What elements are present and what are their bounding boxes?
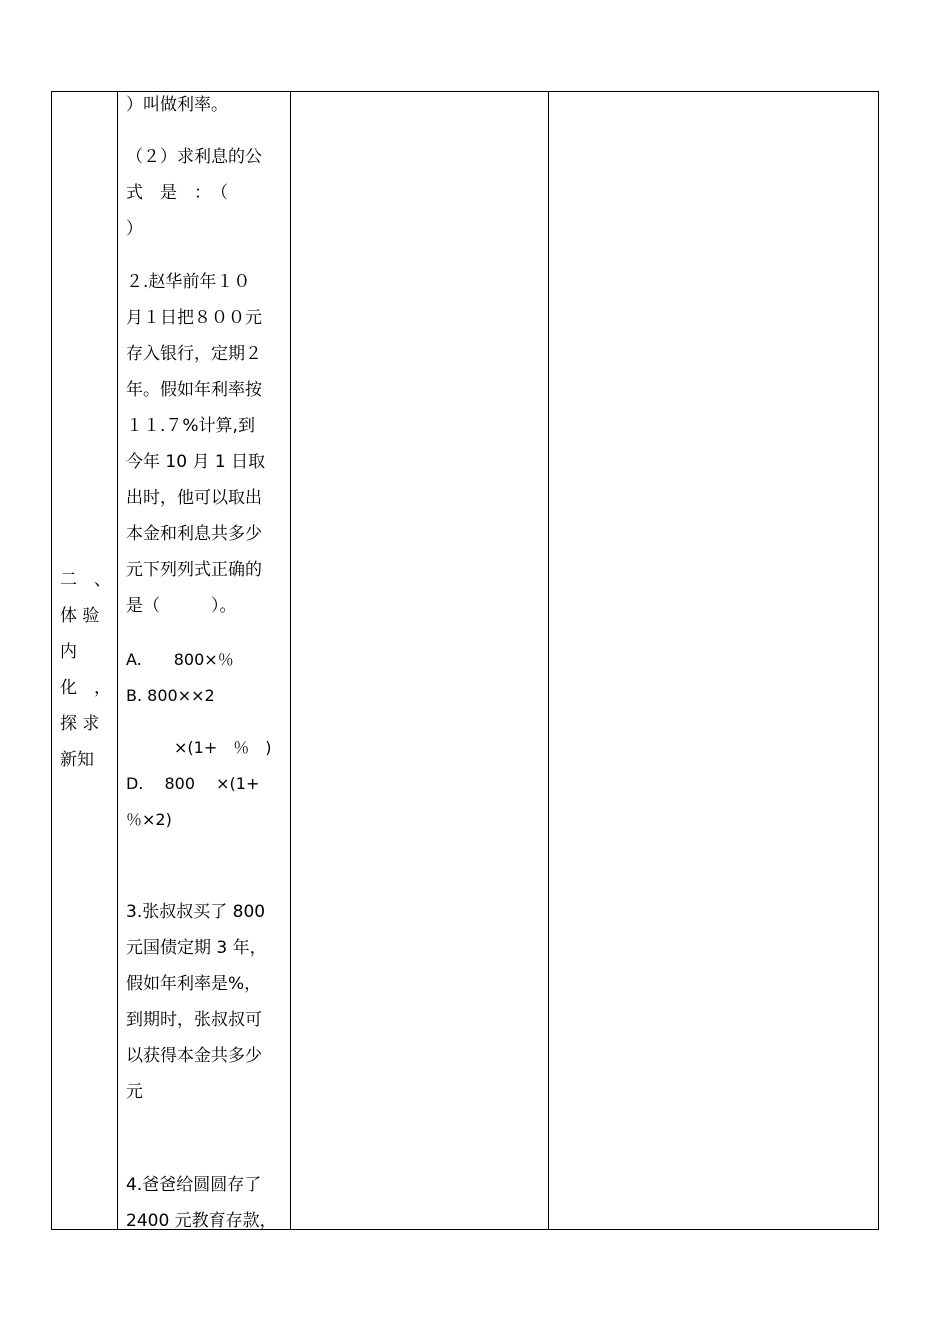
text-line: 元下列列式正确的	[126, 560, 262, 580]
text-line: ）叫做利率。	[126, 95, 228, 115]
text-line: 式 是 ： （	[126, 183, 228, 203]
text-line: 到期时，张叔叔可	[126, 1010, 262, 1030]
column-divider-2	[290, 92, 291, 1229]
text-line: 元	[126, 1082, 143, 1102]
section-label-line: 化 ，	[60, 678, 111, 698]
option-line: A. 800×％	[126, 650, 234, 669]
text-line: 今年 10 月 1 日取	[126, 452, 266, 472]
section-label-line: 二 、	[60, 570, 111, 590]
lesson-table	[51, 91, 879, 1230]
text-line: 4.爸爸给圆圆存了	[126, 1175, 262, 1195]
column-divider-1	[117, 92, 118, 1229]
question-2-options	[126, 642, 282, 714]
column-divider-3	[548, 92, 549, 1229]
question-2	[126, 264, 282, 624]
text-line: 本金和利息共多少	[126, 524, 262, 544]
text-line: ２.赵华前年１０	[126, 272, 251, 292]
text-line: （２）求利息的公	[126, 147, 262, 167]
text-line: １１.７%计算,到	[126, 416, 255, 436]
section-label-line: 体 验	[60, 606, 100, 626]
text-line: 3.张叔叔买了 800	[126, 902, 266, 922]
option-line: ×(1+ ％ )	[126, 738, 272, 757]
text-line: 2400 元教育存款，	[126, 1211, 277, 1231]
text-line: 出时，他可以取出	[126, 488, 262, 508]
text-line: 年。假如年利率按	[126, 380, 262, 400]
section-label-line: 新知	[60, 750, 94, 770]
question-4	[126, 1167, 282, 1239]
text-line: 是（ ）。	[126, 596, 237, 616]
section-label	[60, 562, 112, 778]
question-3	[126, 894, 282, 1110]
text-line: 以获得本金共多少	[126, 1046, 262, 1066]
option-line: B. 800××2	[126, 686, 215, 705]
question-1-tail	[126, 87, 282, 123]
option-line: ％×2)	[126, 810, 172, 829]
text-line: 元国债定期 3 年，	[126, 938, 267, 958]
text-line: 月１日把８００元	[126, 308, 262, 328]
question-2-options-cont	[126, 730, 282, 838]
section-label-line: 探 求	[60, 714, 100, 734]
section-label-line: 内	[60, 642, 77, 662]
text-line: ）	[126, 219, 143, 239]
text-line: 假如年利率是%，	[126, 974, 262, 994]
question-1-part-2	[126, 139, 282, 247]
option-line: D. 800 ×(1+	[126, 774, 260, 793]
text-line: 存入银行，定期２	[126, 344, 262, 364]
